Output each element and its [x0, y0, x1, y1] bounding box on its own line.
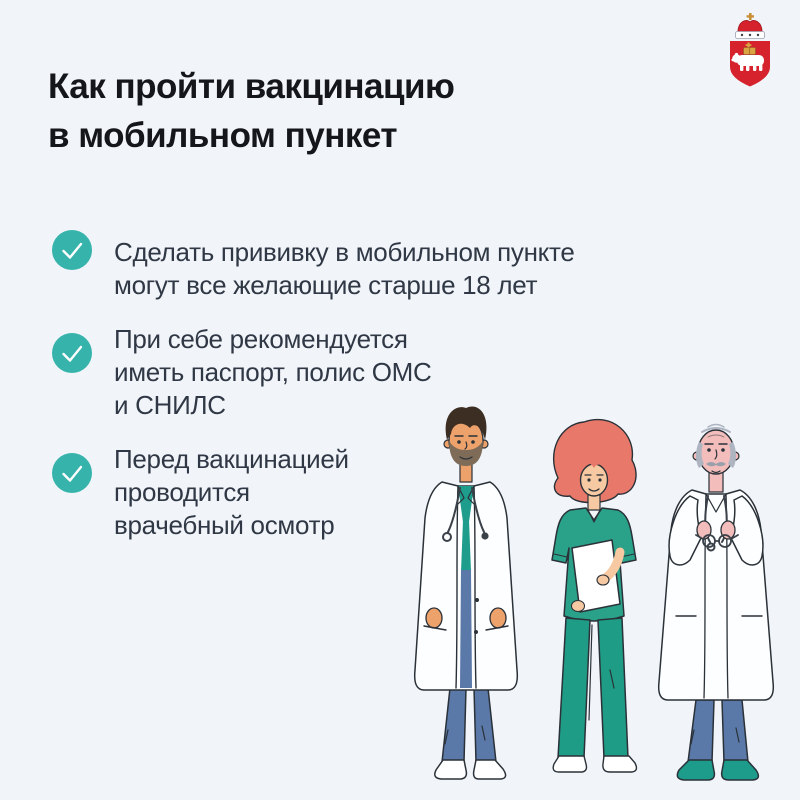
checkmark-icon — [52, 333, 92, 373]
checklist-line: проводится — [114, 477, 250, 507]
checklist-line: иметь паспорт, полис ОМС — [114, 357, 432, 387]
checklist-item-1 — [52, 236, 672, 302]
crown-icon — [738, 20, 762, 32]
checklist-line: могут все желающие старше 18 лет — [114, 270, 538, 300]
perm-krai-coat-of-arms — [722, 12, 778, 88]
doctor-man-beard — [415, 406, 518, 779]
checklist-line: Перед вакцинацией — [114, 444, 349, 474]
page-title-line-2: в мобильном пункет — [48, 116, 398, 155]
page-title-line-1: Как пройти вакцинацию — [48, 67, 455, 106]
doctor-man-senior — [659, 425, 774, 781]
checklist-line: и СНИЛС — [114, 390, 226, 420]
coat-of-arms-icon — [722, 12, 778, 88]
three-medical-workers-image — [398, 400, 798, 790]
crown-band — [736, 32, 765, 39]
medical-workers-illustration — [398, 400, 798, 790]
checklist-item-text — [114, 443, 349, 542]
checklist-line: При себе рекомендуется — [114, 324, 408, 354]
checklist-item-text — [114, 323, 431, 422]
nurse-woman-red-hair — [552, 420, 636, 772]
page-title — [48, 62, 454, 160]
checklist-item-text — [114, 236, 574, 302]
crown-cross-icon — [747, 13, 754, 20]
checkmark-icon — [52, 230, 92, 270]
checklist-line: Сделать прививку в мобильном пункте — [114, 237, 575, 267]
checkmark-icon — [52, 453, 92, 493]
checklist-line: врачебный осмотр — [114, 510, 335, 540]
